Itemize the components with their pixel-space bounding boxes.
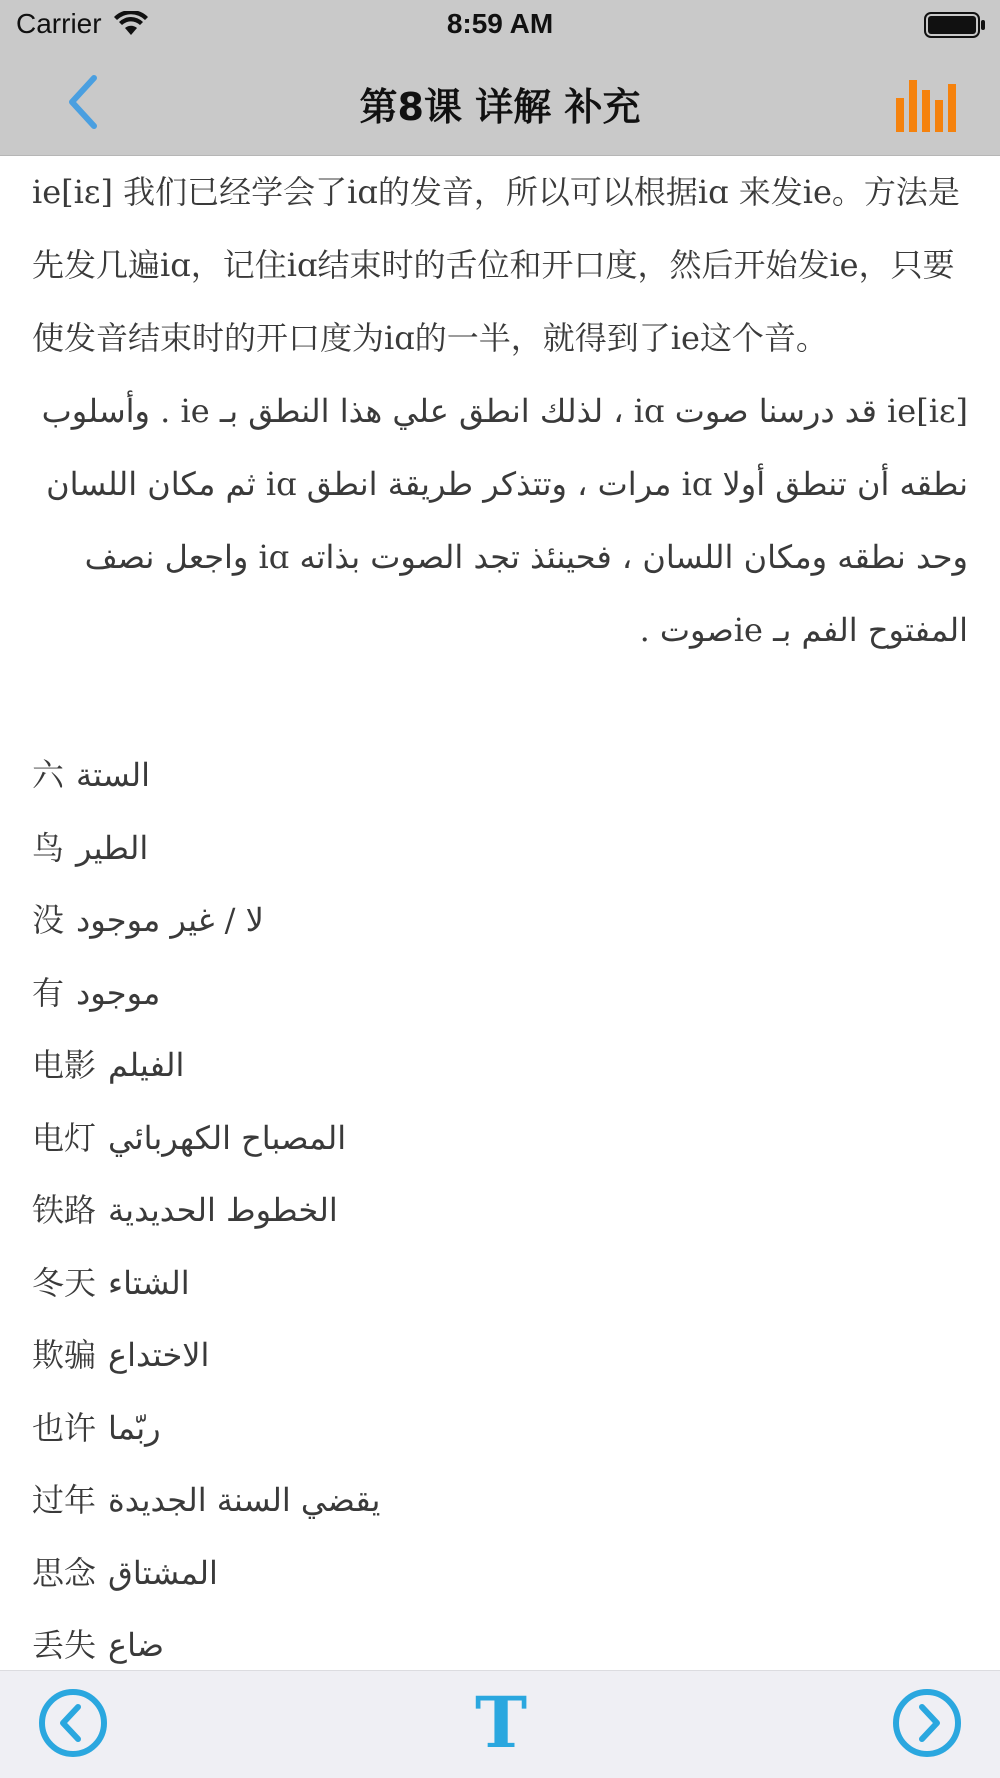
vocab-item bbox=[32, 1319, 968, 1392]
previous-button[interactable] bbox=[37, 1687, 109, 1759]
bar-chart-button[interactable] bbox=[896, 74, 956, 132]
vocab-chinese: 欺骗 bbox=[32, 1336, 97, 1374]
vocab-arabic: الخطوط الحديدية bbox=[108, 1191, 338, 1229]
vocab-chinese: 冬天 bbox=[32, 1263, 97, 1302]
vocab-chinese: 铁路 bbox=[32, 1191, 97, 1229]
vocab-arabic: الطير bbox=[76, 828, 149, 867]
status-time: 8:59 AM bbox=[446, 8, 554, 39]
vocab-chinese: 有 bbox=[32, 973, 65, 1012]
vocab-chinese: 也许 bbox=[32, 1408, 97, 1447]
vocab-item bbox=[32, 1392, 968, 1465]
next-button[interactable] bbox=[891, 1687, 963, 1759]
vocab-arabic: الفيلم bbox=[108, 1046, 185, 1084]
vocab-item bbox=[32, 812, 968, 885]
spacer bbox=[0, 667, 1000, 739]
vocab-chinese: 鸟 bbox=[32, 828, 65, 867]
vocab-arabic: ضاع bbox=[108, 1626, 165, 1664]
vocab-item bbox=[32, 1102, 968, 1175]
vocab-arabic: لا / غير موجود bbox=[76, 901, 264, 939]
vocab-arabic: المشتاق bbox=[108, 1553, 218, 1592]
vocab-chinese: 电影 bbox=[32, 1046, 97, 1084]
status-bar bbox=[0, 0, 1000, 50]
nav-bar bbox=[0, 50, 1000, 156]
battery-icon bbox=[924, 12, 986, 38]
page-title: 第8课 详解 补充 bbox=[359, 85, 641, 129]
vocab-item bbox=[32, 1174, 968, 1247]
bar-chart-icon bbox=[896, 80, 956, 132]
vocab-item bbox=[32, 739, 968, 812]
circle-chevron-right-icon bbox=[896, 1692, 958, 1754]
vocab-item bbox=[32, 1537, 968, 1610]
vocab-arabic: الاختداع bbox=[108, 1336, 210, 1374]
vocab-item bbox=[32, 1609, 968, 1671]
vocab-arabic: موجود bbox=[76, 973, 161, 1012]
vocab-chinese: 思念 bbox=[32, 1553, 97, 1592]
vocab-chinese: 过年 bbox=[32, 1481, 97, 1519]
vocab-arabic: يقضي السنة الجديدة bbox=[108, 1481, 381, 1519]
vocab-item bbox=[32, 1464, 968, 1537]
carrier-label: Carrier bbox=[16, 8, 102, 39]
explanation-arabic: ie[iɛ] قد درسنا صوت iɑ ، لذلك انطق علي هذا النطق بـ ie . وأسلوب نطقه أن تنطق أولا iɑ مرات ، وتتذكر طريقة انطق iɑ ثم مكان اللسان وحد نطقه ومكان اللسان ، فحينئذ تجد الصوت بذاته iɑ واجعل نصف المفتوح الفم بـ ieصوت . bbox=[41, 392, 968, 649]
vocab-arabic: المصباح الكهربائي bbox=[108, 1118, 347, 1157]
vocab-arabic: الشتاء bbox=[108, 1263, 190, 1302]
lesson-content bbox=[0, 156, 1000, 1671]
vocab-chinese: 没 bbox=[32, 901, 65, 939]
explanation-chinese: ie[iɛ] 我们已经学会了iɑ的发音，所以可以根据iɑ 来发ie。方法是先发几遍iɑ，记住iɑ结束时的舌位和开口度，然后开始发ie，只要使发音结束时的开口度为iɑ的一半，就得到了ie这个音。 bbox=[32, 173, 960, 357]
vocab-chinese: 丢失 bbox=[32, 1626, 97, 1664]
circle-chevron-left-icon bbox=[42, 1692, 104, 1754]
vocab-list bbox=[0, 739, 1000, 1671]
vocab-chinese: 电灯 bbox=[32, 1118, 97, 1157]
vocab-item bbox=[32, 957, 968, 1030]
vocab-item bbox=[32, 884, 968, 957]
vocab-item bbox=[32, 1029, 968, 1102]
font-size-button[interactable]: T bbox=[474, 1681, 528, 1764]
vocab-chinese: 六 bbox=[32, 756, 65, 794]
bottom-toolbar bbox=[0, 1670, 1000, 1778]
vocab-arabic: الستة bbox=[76, 756, 151, 794]
vocab-item bbox=[32, 1247, 968, 1320]
back-button[interactable] bbox=[58, 72, 118, 132]
vocab-arabic: ربّما bbox=[108, 1408, 161, 1447]
